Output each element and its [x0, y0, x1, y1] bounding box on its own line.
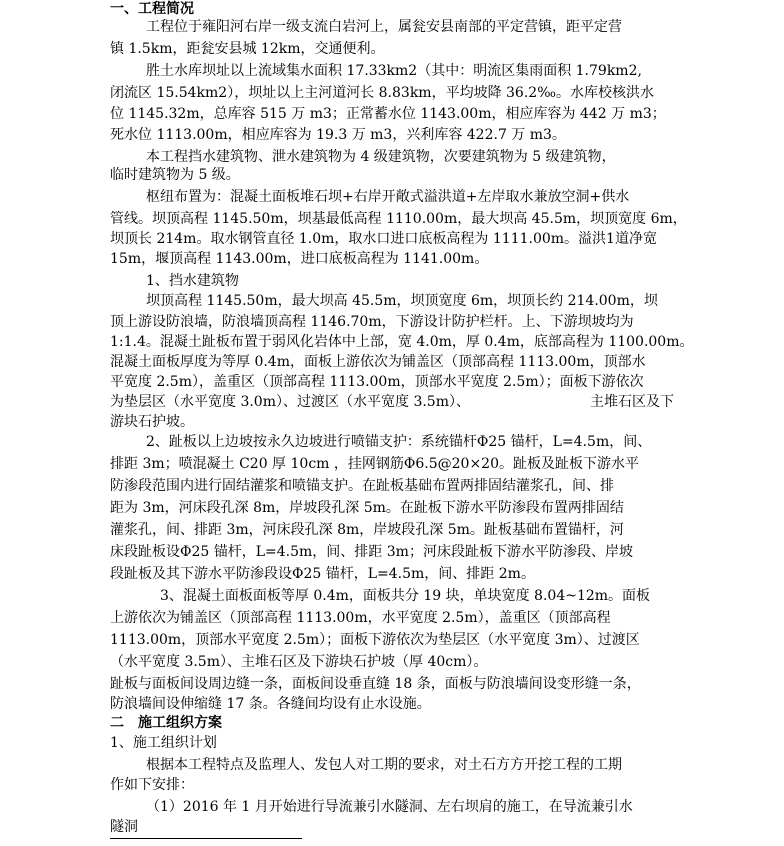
- paragraph-line: 本工程挡水建筑物、泄水建筑物为 4 级建筑物，次要建筑物为 5 级建筑物，: [146, 149, 616, 165]
- paragraph-line: 枢纽布置为：混凝土面板堆石坝+右岸开敞式溢洪道+左岸取水兼放空洞+供水: [146, 189, 630, 205]
- paragraph-line: （水平宽度 3.5m）、主堆石区及下游块石护坡（厚 40cm）。: [110, 654, 488, 670]
- paragraph-line: 上游依次为铺盖区（顶部高程 1113.00m，水平宽度 2.5m），盖重区（顶部高程: [110, 610, 611, 626]
- paragraph-line: 排距 3m；喷混凝土 C20 厚 10cm ，挂网钢筋Φ6.5@20×20。趾板及趾板下游水平: [110, 456, 639, 472]
- subsection-heading: 1、挡水建筑物: [146, 273, 239, 289]
- paragraph-line: 坝顶高程 1145.50m，最大坝高 45.5m，坝顶宽度 6m，坝顶长约 214.00m，坝: [146, 293, 658, 309]
- paragraph-line: 作如下安排：: [110, 777, 194, 793]
- paragraph-line-fragment: 主堆石区及下: [590, 394, 674, 410]
- paragraph-line: 趾板与面板间设周边缝一条，面板间设垂直缝 18 条，面板与防浪墙间设变形缝一条，: [110, 676, 641, 692]
- subsection-heading: 1、施工组织计划: [110, 735, 217, 751]
- paragraph-line: 管线。坝顶高程 1145.50m，坝基最低高程 1110.00m，最大坝高 45.5m，坝顶宽度 6m，: [110, 211, 687, 227]
- paragraph-line: 隧洞: [110, 819, 138, 835]
- paragraph-line: 混凝土面板厚度为等厚 0.4m，面板上游依次为铺盖区（顶部高程 1113.00m，顶部水: [110, 354, 646, 370]
- paragraph-line: 防浪墙间设伸缩缝 17 条。各缝间均设有止水设施。: [110, 696, 431, 712]
- paragraph-line: 为垫层区（水平宽度 3.0m）、过渡区（水平宽度 3.5m）、: [110, 394, 470, 410]
- paragraph-line: 1:1.4。混凝土趾板布置于弱风化岩体中上部，宽 4.0m，厚 0.4m，底部高程为 1100.00m。: [110, 334, 694, 350]
- paragraph-line: 灌浆孔，间、排距 3m，河床段孔深 8m，岸坡段孔深 5m。趾板基础布置锚杆，河: [110, 522, 624, 538]
- paragraph-line: 顶上游设防浪墙，防浪墙顶高程 1146.70m，下游设计防护栏杆。上、下游坝坡均为: [110, 314, 634, 330]
- paragraph-line: 镇 1.5km，距瓮安县城 12km，交通便利。: [110, 41, 385, 57]
- paragraph-line: 死水位 1113.00m，相应库容为 19.3 万 m3，兴利库容 422.7 万 m3。: [110, 127, 566, 143]
- paragraph-line: 床段趾板设Φ25 锚杆，L=4.5m，间、排距 3m；河床段趾板下游水平防渗段、岸坡: [110, 544, 633, 560]
- footnote-separator: [110, 838, 302, 839]
- section-heading-2: 二 施工组织方案: [110, 715, 222, 731]
- paragraph-line: 3、混凝土面板面板等厚 0.4m，面板共分 19 块，单块宽度 8.04~12m。面板: [160, 588, 651, 604]
- paragraph-line: 根据本工程特点及监理人、发包人对工期的要求，对土石方方开挖工程的工期: [146, 757, 622, 773]
- paragraph-line: （1）2016 年 1 月开始进行导流兼引水隧洞、左右坝肩的施工，在导流兼引水: [146, 799, 633, 815]
- paragraph-line: 2、趾板以上边坡按永久边坡进行喷锚支护：系统锚杆Φ25 锚杆，L=4.5m，间、: [146, 434, 652, 450]
- paragraph-line: 距为 3m，河床段孔深 8m，岸坡段孔深 5m。在趾板下游水平防渗段布置两排固结: [110, 500, 624, 516]
- paragraph-line: 坝顶长 214m。取水钢管直径 1.0m，取水口进口底板高程为 1111.00m。溢洪1道净宽: [110, 231, 657, 247]
- section-heading-1: 一、工程简况: [110, 1, 194, 17]
- paragraph-line: 段趾板及其下游水平防渗段设Φ25 锚杆，L=4.5m，间、排距 2m。: [110, 566, 535, 582]
- paragraph-line: 胜土水库坝址以上流域集水面积 17.33km2（其中：明流区集雨面积 1.79km2,: [146, 63, 642, 79]
- paragraph-line: 15m，堰顶高程 1143.00m，进口底板高程为 1141.00m。: [110, 251, 489, 267]
- paragraph-line: 闭流区 15.54km2），坝址以上主河道河长 8.83km，平均坡降 36.2‰。水库校核洪水: [110, 85, 654, 101]
- paragraph-line: 位 1145.32m，总库容 515 万 m3；正常蓄水位 1143.00m，相应库容为 442 万 m3；: [110, 106, 666, 122]
- paragraph-line: 临时建筑物为 5 级。: [110, 167, 240, 183]
- paragraph-line: 工程位于雍阳河右岸一级支流白岩河上，属瓮安县南部的平定营镇，距平定营: [146, 19, 622, 35]
- paragraph-line: 平宽度 2.5m），盖重区（顶部高程 1113.00m，顶部水平宽度 2.5m）；面板下游依次: [110, 374, 644, 390]
- paragraph-line: 防渗段范围内进行固结灌浆和喷锚支护。在趾板基础布置两排固结灌浆孔，间、排: [110, 478, 614, 494]
- paragraph-line: 1113.00m，顶部水平宽度 2.5m）；面板下游依次为垫层区（水平宽度 3m）、过渡区: [110, 632, 640, 648]
- paragraph-line: 游块石护坡。: [110, 414, 194, 430]
